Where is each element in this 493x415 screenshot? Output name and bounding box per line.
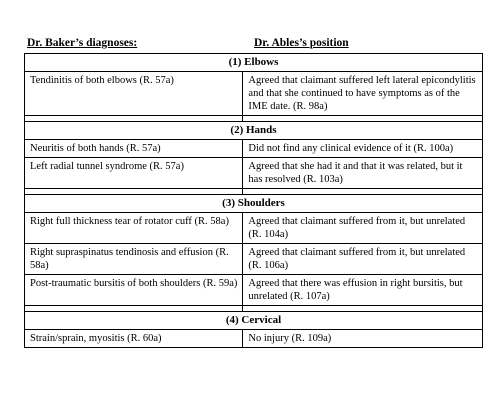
- table-row: [25, 140, 483, 158]
- position-text: Agreed that there was effusion in right bursitis, but unrelated (R. 107a): [248, 278, 463, 302]
- position-text: No injury (R. 109a): [248, 333, 332, 344]
- diagnosis-text: Neuritis of both hands (R. 57a): [30, 143, 161, 154]
- table-row: [25, 158, 483, 189]
- section-header-row: [25, 122, 483, 140]
- position-cell: [243, 244, 483, 275]
- diagnosis-text: Strain/sprain, myositis (R. 60a): [30, 333, 162, 344]
- section-title-elbows: (1) Elbows: [25, 54, 483, 72]
- section-title-cervical: (4) Cervical: [25, 312, 483, 330]
- section-title-shoulders: (3) Shoulders: [25, 195, 483, 213]
- column-header-position: Dr. Ables’s position: [254, 37, 349, 49]
- diagnosis-text: Right supraspinatus tendinosis and effusion (R. 58a): [30, 247, 229, 271]
- diagnosis-cell: [25, 244, 243, 275]
- diagnosis-text: Right full thickness tear of rotator cuff (R. 58a): [30, 216, 229, 227]
- table-row: [25, 213, 483, 244]
- diagnosis-cell: [25, 275, 243, 306]
- diagnosis-cell: [25, 158, 243, 189]
- diagnosis-text: Tendinitis of both elbows (R. 57a): [30, 75, 174, 86]
- section-header-row: [25, 312, 483, 330]
- position-text: Agreed that claimant suffered from it, but unrelated (R. 106a): [248, 247, 466, 271]
- table-row: [25, 72, 483, 116]
- position-text: Agreed that she had it and that it was related, but it has resolved (R. 103a): [248, 161, 463, 185]
- table-row: [25, 244, 483, 275]
- position-cell: [243, 140, 483, 158]
- table-row: [25, 330, 483, 348]
- position-cell: [243, 213, 483, 244]
- position-cell: [243, 330, 483, 348]
- diagnosis-cell: [25, 330, 243, 348]
- diagnosis-cell: [25, 72, 243, 116]
- position-text: Agreed that claimant suffered from it, but unrelated (R. 104a): [248, 216, 466, 240]
- diagnosis-cell: [25, 140, 243, 158]
- diagnosis-cell: [25, 213, 243, 244]
- section-header-row: [25, 195, 483, 213]
- diagnosis-text: Post-traumatic bursitis of both shoulders (R. 59a): [30, 278, 238, 289]
- diagnosis-text: Left radial tunnel syndrome (R. 57a): [30, 161, 184, 172]
- position-cell: [243, 275, 483, 306]
- position-cell: [243, 72, 483, 116]
- position-text: Agreed that claimant suffered left lateral epicondylitis and that she continued to have symptoms as of the IME date. (R. 98a): [248, 75, 476, 112]
- column-header-diagnoses: Dr. Baker’s diagnoses:: [27, 37, 138, 49]
- table-row: [25, 275, 483, 306]
- position-cell: [243, 158, 483, 189]
- section-title-hands: (2) Hands: [25, 122, 483, 140]
- diagnoses-table: [24, 53, 483, 348]
- position-text: Did not find any clinical evidence of it (R. 100a): [248, 143, 454, 154]
- section-header-row: [25, 54, 483, 72]
